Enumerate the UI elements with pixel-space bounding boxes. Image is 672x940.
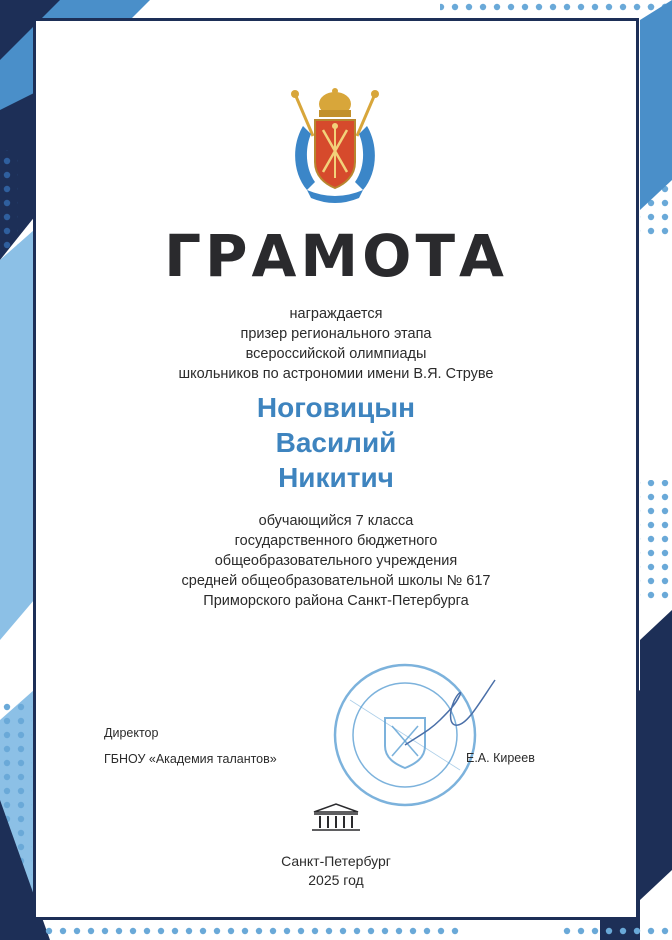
signatory-name: Е.А. Киреев bbox=[466, 751, 535, 765]
intro-line: школьников по астрономии имени В.Я. Струве bbox=[178, 366, 494, 382]
signature bbox=[400, 675, 500, 755]
details-line: Приморского района Санкт-Петербурга bbox=[203, 593, 469, 609]
details-line: государственного бюджетного bbox=[234, 533, 438, 549]
signatory-position: Директор bbox=[104, 726, 159, 740]
footer bbox=[0, 852, 672, 890]
details-line: обучающийся 7 класса bbox=[258, 513, 414, 529]
certificate-title: ГРАМОТА bbox=[164, 222, 508, 290]
recipient-surname: Ноговицын bbox=[256, 392, 416, 423]
recipient-details bbox=[0, 511, 672, 611]
intro-line: награждается bbox=[289, 306, 383, 322]
recipient-first-name: Василий bbox=[275, 427, 397, 458]
award-intro bbox=[0, 304, 672, 384]
details-line: средней общеобразовательной школы № 617 bbox=[181, 573, 491, 589]
coat-of-arms-icon bbox=[285, 86, 385, 206]
academy-logo-icon bbox=[306, 802, 366, 838]
footer-city: Санкт-Петербург bbox=[281, 853, 391, 869]
footer-year: 2025 год bbox=[308, 872, 364, 888]
intro-line: всероссийской олимпиады bbox=[245, 346, 427, 362]
signatory-organization: ГБНОУ «Академия талантов» bbox=[104, 752, 277, 766]
recipient-patronymic: Никитич bbox=[278, 462, 394, 493]
intro-line: призер регионального этапа bbox=[240, 326, 432, 342]
details-line: общеобразовательного учреждения bbox=[214, 553, 458, 569]
